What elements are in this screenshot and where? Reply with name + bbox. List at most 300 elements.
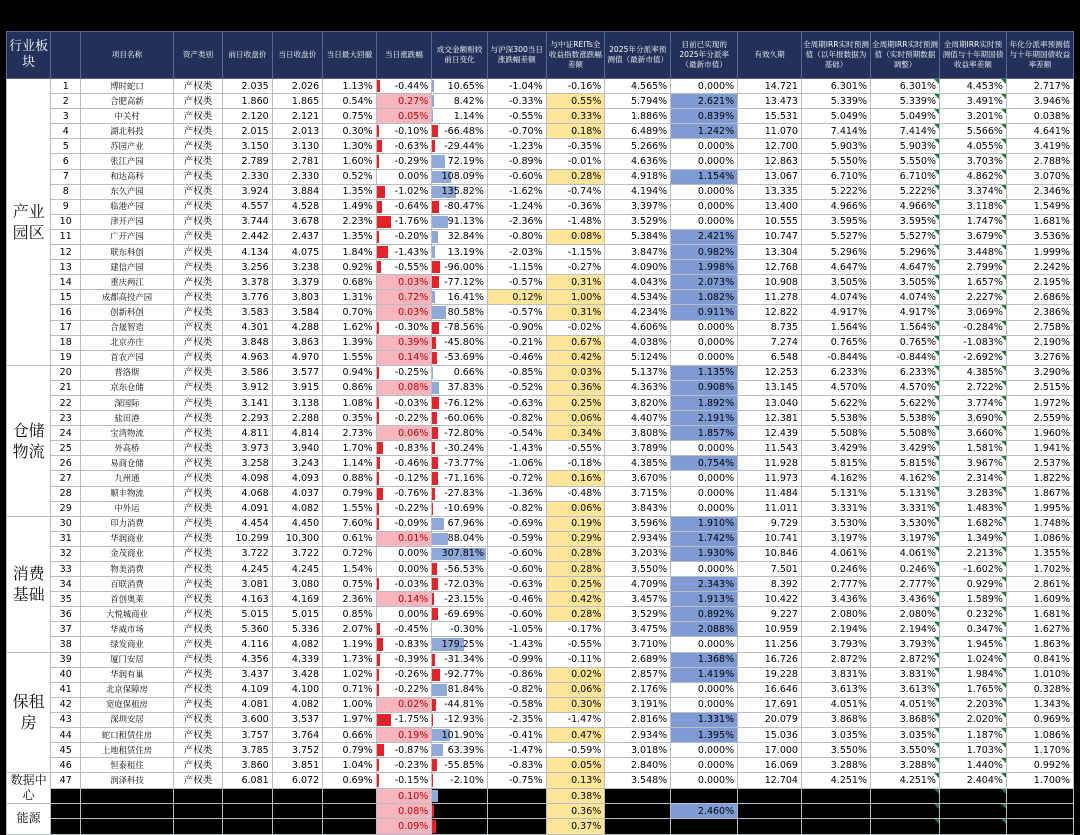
- project-name-cell: 湖北科投: [81, 124, 174, 139]
- header-change-pct[interactable]: 当日涨跌幅: [376, 32, 432, 79]
- close-cell: 2.437: [272, 229, 322, 244]
- dist-forecast-cell: 3.789%: [605, 441, 671, 456]
- dist-forecast-cell: 2.689%: [605, 652, 671, 667]
- dist-forecast-cell: 3.715%: [605, 486, 671, 501]
- irr-annual-cell: 6.233%: [801, 365, 870, 380]
- duration-cell: 9.729: [738, 516, 802, 531]
- row-index-cell: 23: [51, 411, 81, 426]
- close-cell: 6.300: [272, 804, 322, 819]
- turnover-change-cell: [432, 229, 488, 244]
- irr-realtime-cell: 6.710%: [870, 169, 939, 184]
- irr-spread-cell: 4.055%: [939, 139, 1006, 154]
- change-pct-cell: [376, 788, 432, 804]
- irr-realtime-cell: 0.246%: [870, 562, 939, 577]
- change-neg-bar: [377, 623, 381, 635]
- change-pct-cell: [376, 380, 432, 395]
- change-pct-text: -0.87%: [395, 745, 429, 756]
- dist-spread-cell: 2.346%: [1006, 184, 1073, 199]
- dist-realized-cell: 0.000%: [671, 350, 738, 365]
- turnover-neg-bar: [432, 820, 435, 832]
- irr-realtime-cell: 5.815%: [870, 456, 939, 471]
- close-cell: 6.072: [272, 773, 322, 789]
- asset-class-cell: 产权类: [173, 441, 222, 456]
- prev-close-cell: 6.295: [223, 804, 272, 819]
- row-index-cell: 39: [51, 652, 81, 667]
- change-neg-bar: [377, 684, 379, 696]
- irr-spread-cell: 3.448%: [939, 245, 1006, 260]
- irr-annual-cell: 0.246%: [801, 562, 870, 577]
- change-pct-cell: [376, 124, 432, 139]
- row-index-cell: 34: [51, 577, 81, 592]
- table-row: [7, 607, 1074, 622]
- row-index-cell: 17: [51, 320, 81, 335]
- change-pct-cell: [376, 667, 432, 682]
- turnover-change-text: -41.53%: [444, 821, 484, 832]
- turnover-neg-bar: [432, 276, 438, 288]
- duration-cell: 7.274: [738, 335, 802, 350]
- change-pct-cell: [376, 245, 432, 260]
- irr-spread-cell: -1.602%: [939, 562, 1006, 577]
- turnover-change-cell: [432, 260, 488, 275]
- close-cell: 3.238: [272, 260, 322, 275]
- project-name-cell: 大悦城商业: [81, 607, 174, 622]
- dist-realized-cell: 1.742%: [671, 531, 738, 546]
- project-name-cell: 张江产园: [81, 154, 174, 169]
- turnover-change-text: 0.66%: [454, 367, 484, 378]
- dist-spread-cell: 1.627%: [1006, 622, 1073, 637]
- turnover-change-cell: [432, 546, 488, 561]
- project-name-cell: 首农产园: [81, 350, 174, 365]
- asset-class-cell: 产权类: [173, 154, 222, 169]
- irr-annual-cell: 4.051%: [801, 697, 870, 712]
- table-row: [7, 79, 1074, 94]
- turnover-change-cell: [432, 788, 488, 804]
- close-cell: 3.080: [272, 577, 322, 592]
- duration-cell: 12.439: [738, 426, 802, 441]
- irr-spread-cell: 4.453%: [939, 79, 1006, 94]
- header-irr-spread[interactable]: 全周期IRR实时预测值与十年期国债收益率差额: [939, 32, 1006, 79]
- header-close[interactable]: 当日收盘价: [272, 32, 322, 79]
- vs-hs300-cell: -0.54%: [487, 426, 546, 441]
- vs-hs300-cell: -1.23%: [487, 139, 546, 154]
- asset-class-cell: 产权类: [173, 169, 222, 184]
- irr-realtime-cell: 5.222%: [870, 184, 939, 199]
- turnover-pos-bar: [432, 790, 438, 803]
- irr-annual-cell: 5.815%: [801, 456, 870, 471]
- dist-spread-cell: 2.788%: [1006, 154, 1073, 169]
- duration-cell: 10.908: [738, 275, 802, 290]
- max-drawdown-cell: 1.55%: [323, 501, 377, 516]
- header-turnover-change[interactable]: 成交金额相较前日变化: [432, 32, 488, 79]
- header-project-name[interactable]: 项目名称: [81, 32, 174, 79]
- irr-annual-cell: 3.793%: [801, 637, 870, 652]
- change-pct-cell: [376, 592, 432, 607]
- irr-spread-cell: 3.690%: [939, 411, 1006, 426]
- row-index-cell: 18: [51, 335, 81, 350]
- change-pct-cell: [376, 275, 432, 290]
- dist-realized-cell: 0.000%: [671, 697, 738, 712]
- dist-realized-cell: 0.000%: [671, 637, 738, 652]
- change-pct-cell: [376, 637, 432, 652]
- dist-realized-cell: 0.000%: [671, 773, 738, 789]
- irr-spread-cell: 0.929%: [939, 577, 1006, 592]
- max-drawdown-cell: 0.52%: [323, 169, 377, 184]
- irr-spread-cell: 1.703%: [939, 743, 1006, 758]
- turnover-neg-bar: [432, 563, 437, 575]
- table-row: [7, 592, 1074, 607]
- irr-realtime-cell: 3.595%: [870, 214, 939, 229]
- turnover-change-cell: [432, 652, 488, 667]
- prev-close-cell: 3.860: [223, 758, 272, 773]
- max-drawdown-cell: 2.07%: [323, 622, 377, 637]
- irr-annual-cell: 2.872%: [801, 652, 870, 667]
- vs-hs300-cell: -1.15%: [487, 260, 546, 275]
- change-neg-bar: [377, 669, 379, 681]
- dist-realized-cell: 1.857%: [671, 426, 738, 441]
- turnover-change-cell: [432, 607, 488, 622]
- vs-hs300-cell: -0.60%: [487, 562, 546, 577]
- turnover-change-cell: [432, 411, 488, 426]
- duration-cell: 11.256: [738, 637, 802, 652]
- prev-close-cell: 4.356: [223, 652, 272, 667]
- irr-spread-cell: 1.984%: [939, 667, 1006, 682]
- turnover-pos-bar: [432, 155, 445, 167]
- dist-realized-cell: 0.911%: [671, 305, 738, 320]
- irr-annual-cell: 5.622%: [801, 395, 870, 410]
- irr-realtime-cell: 3.331%: [870, 501, 939, 516]
- duration-cell: 12.822: [738, 305, 802, 320]
- table-row: [7, 380, 1074, 395]
- irr-annual-cell: 3.429%: [801, 441, 870, 456]
- irr-spread-cell: 3.491%: [939, 94, 1006, 109]
- irr-annual-cell: 3.613%: [801, 682, 870, 697]
- row-index-cell: 30: [51, 516, 81, 531]
- dist-realized-cell: 0.000%: [671, 441, 738, 456]
- irr-spread-cell: 1.765%: [939, 682, 1006, 697]
- dist-forecast-cell: 3.843%: [605, 501, 671, 516]
- max-drawdown-cell: 0.52%: [323, 804, 377, 819]
- sector-label: 产业园区: [7, 79, 51, 366]
- prev-close-cell: 4.301: [223, 320, 272, 335]
- close-cell: 3.243: [272, 456, 322, 471]
- close-cell: 4.288: [272, 320, 322, 335]
- vs-reits-index-cell: -0.11%: [546, 652, 605, 667]
- project-name-cell: 和达高科: [81, 169, 174, 184]
- change-neg-bar: [377, 231, 379, 243]
- dist-spread-cell: 2.242%: [1006, 260, 1073, 275]
- reits-table-container: [6, 31, 1074, 788]
- dist-spread-cell: 3.290%: [1006, 365, 1073, 380]
- asset-class-cell: 产权类: [173, 411, 222, 426]
- dist-spread-cell: 1.700%: [1006, 773, 1073, 789]
- vs-reits-index-cell: 0.28%: [546, 169, 605, 184]
- change-neg-bar: [377, 367, 379, 379]
- header-prev-close[interactable]: 前日收盘价: [223, 32, 272, 79]
- dist-spread-cell: 1.086%: [1006, 728, 1073, 743]
- asset-class-cell: 产权类: [173, 697, 222, 712]
- change-pct-cell: [376, 577, 432, 592]
- change-neg-bar: [377, 472, 379, 484]
- turnover-pos-bar: [432, 533, 447, 545]
- row-index-cell: 2: [51, 94, 81, 109]
- turnover-change-text: -72.80%: [444, 428, 484, 439]
- duration-cell: 15.531: [738, 109, 802, 124]
- change-pct-text: 0.05%: [398, 111, 428, 122]
- irr-spread-cell: 1.349%: [939, 531, 1006, 546]
- turnover-pos-bar: [432, 80, 434, 92]
- change-neg-bar: [377, 322, 379, 334]
- change-pct-cell: [376, 728, 432, 743]
- vs-reits-index-cell: 0.28%: [546, 546, 605, 561]
- header-2025-dist-forecast[interactable]: 2025年分派率预测值（最新市值）: [605, 32, 671, 79]
- max-drawdown-cell: 2.73%: [323, 426, 377, 441]
- irr-spread-cell: 1.269%: [939, 804, 1006, 819]
- project-name-cell: 华润有巢: [81, 667, 174, 682]
- turnover-change-cell: [432, 275, 488, 290]
- prev-close-cell: 5.015: [223, 607, 272, 622]
- table-row: [7, 501, 1074, 516]
- vs-hs300-cell: -0.82%: [487, 501, 546, 516]
- table-row: [7, 531, 1074, 546]
- turnover-change-cell: [432, 804, 488, 819]
- sector-label: 仓储物流: [7, 365, 51, 516]
- change-pct-cell: [376, 395, 432, 410]
- dist-forecast-cell: 5.137%: [605, 365, 671, 380]
- turnover-change-cell: [432, 486, 488, 501]
- dist-forecast-cell: 5.266%: [605, 139, 671, 154]
- vs-hs300-cell: -0.58%: [487, 697, 546, 712]
- table-row: [7, 154, 1074, 169]
- irr-realtime-cell: 3.550%: [870, 743, 939, 758]
- prev-close-cell: 2.330: [223, 169, 272, 184]
- vs-hs300-cell: -0.50%: [487, 788, 546, 804]
- header-sector[interactable]: 行业板块: [7, 32, 51, 79]
- prev-close-cell: 2.293: [223, 411, 272, 426]
- turnover-change-text: -55.85%: [444, 760, 484, 771]
- prev-close-cell: 4.109: [223, 682, 272, 697]
- project-name-cell: 临港产园: [81, 199, 174, 214]
- asset-class-cell: 产权类: [173, 546, 222, 561]
- irr-spread-cell: 3.201%: [939, 109, 1006, 124]
- dist-forecast-cell: 3.596%: [605, 516, 671, 531]
- duration-cell: 12.863: [738, 154, 802, 169]
- change-neg-bar: [377, 774, 379, 787]
- turnover-change-cell: [432, 79, 488, 94]
- header-max-drawdown[interactable]: 当日最大回撤: [323, 32, 377, 79]
- dist-forecast-cell: 4.090%: [605, 260, 671, 275]
- vs-reits-index-cell: 0.37%: [546, 819, 605, 834]
- header-vs-reits-index[interactable]: 与中证REITs全收益指数涨跌幅差额: [546, 32, 605, 79]
- change-pct-text: -0.44%: [395, 81, 429, 92]
- header-vs-hs300[interactable]: 与沪深300当日涨跌幅差额: [487, 32, 546, 79]
- vs-hs300-cell: -2.36%: [487, 214, 546, 229]
- turnover-change-cell: [432, 245, 488, 260]
- max-drawdown-cell: 0.20%: [323, 819, 377, 834]
- irr-annual-cell: 7.414%: [801, 124, 870, 139]
- dist-spread-cell: 1.355%: [1006, 546, 1073, 561]
- asset-class-cell: 产权类: [173, 607, 222, 622]
- vs-reits-index-cell: 0.06%: [546, 501, 605, 516]
- turnover-change-cell: [432, 365, 488, 380]
- dist-forecast-cell: 2.176%: [605, 682, 671, 697]
- dist-realized-cell: 1.395%: [671, 728, 738, 743]
- change-neg-bar: [377, 125, 379, 137]
- irr-annual-cell: 3.595%: [801, 214, 870, 229]
- max-drawdown-cell: 1.55%: [323, 350, 377, 365]
- header-2025-dist-realized[interactable]: 目前已实现的2025年分派率（最新市值）: [671, 32, 738, 79]
- project-name-cell: 百联消费: [81, 577, 174, 592]
- vs-reits-index-cell: 0.33%: [546, 109, 605, 124]
- prev-close-cell: 5.360: [223, 622, 272, 637]
- change-pct-text: 0.00%: [398, 548, 428, 559]
- irr-annual-cell: -0.844%: [801, 350, 870, 365]
- turnover-change-cell: [432, 728, 488, 743]
- vs-hs300-cell: -0.60%: [487, 607, 546, 622]
- irr-spread-cell: 2.203%: [939, 697, 1006, 712]
- change-pct-cell: [376, 305, 432, 320]
- dist-realized-cell: 0.000%: [671, 758, 738, 773]
- irr-spread-cell: 2.314%: [939, 471, 1006, 486]
- dist-spread-cell: 1.343%: [1006, 697, 1073, 712]
- row-index-cell: 25: [51, 441, 81, 456]
- header-duration[interactable]: 有效久期: [738, 32, 802, 79]
- turnover-change-cell: [432, 441, 488, 456]
- dist-forecast-cell: 4.964%: [605, 804, 671, 819]
- vs-hs300-cell: -0.99%: [487, 652, 546, 667]
- duration-cell: 14.721: [738, 79, 802, 94]
- max-drawdown-cell: 0.72%: [323, 546, 377, 561]
- table-row: [7, 411, 1074, 426]
- irr-realtime-cell: 6.301%: [870, 79, 939, 94]
- turnover-neg-bar: [432, 608, 438, 620]
- max-drawdown-cell: 0.75%: [323, 109, 377, 124]
- vs-hs300-cell: -0.57%: [487, 305, 546, 320]
- irr-annual-cell: 6.301%: [801, 79, 870, 94]
- dist-forecast-cell: 3.820%: [605, 395, 671, 410]
- header-asset-class[interactable]: 资产类别: [173, 32, 222, 79]
- asset-class-cell: 产权类: [173, 758, 222, 773]
- irr-spread-cell: -2.692%: [939, 350, 1006, 365]
- change-pct-text: 0.08%: [398, 382, 428, 393]
- change-pct-text: -0.46%: [395, 458, 429, 469]
- vs-hs300-cell: -0.59%: [487, 531, 546, 546]
- change-pct-cell: [376, 365, 432, 380]
- duration-cell: 10.741: [738, 531, 802, 546]
- asset-class-cell: 产权类: [173, 260, 222, 275]
- turnover-change-text: 101.90%: [442, 730, 484, 741]
- close-cell: 4.245: [272, 562, 322, 577]
- turnover-pos-bar: [432, 231, 438, 243]
- change-pct-cell: [376, 773, 432, 789]
- project-name-cell: 普洛斯: [81, 365, 174, 380]
- irr-annual-cell: 3.505%: [801, 275, 870, 290]
- max-drawdown-cell: 0.35%: [323, 411, 377, 426]
- row-index-cell: 13: [51, 260, 81, 275]
- change-pct-cell: [376, 743, 432, 758]
- close-cell: 3.764: [272, 728, 322, 743]
- turnover-change-text: 63.39%: [448, 745, 484, 756]
- irr-spread-cell: 1.483%: [939, 501, 1006, 516]
- dist-forecast-cell: 2.934%: [605, 531, 671, 546]
- dist-spread-cell: 1.549%: [1006, 199, 1073, 214]
- close-cell: 4.814: [272, 426, 322, 441]
- dist-forecast-cell: 2.857%: [605, 667, 671, 682]
- row-index-cell: 10: [51, 214, 81, 229]
- irr-realtime-cell: 5.622%: [870, 395, 939, 410]
- change-pct-cell: [376, 758, 432, 773]
- row-index-cell: 3: [51, 109, 81, 124]
- vs-hs300-cell: -0.85%: [487, 365, 546, 380]
- irr-annual-cell: 3.035%: [801, 728, 870, 743]
- project-name-cell: 中外运: [81, 501, 174, 516]
- dist-spread-cell: 2.537%: [1006, 456, 1073, 471]
- turnover-change-text: 88.04%: [448, 533, 484, 544]
- max-drawdown-cell: 1.60%: [323, 154, 377, 169]
- change-pct-cell: [376, 456, 432, 471]
- row-index-cell: 5: [51, 139, 81, 154]
- vs-reits-index-cell: 0.16%: [546, 471, 605, 486]
- change-pct-cell: [376, 229, 432, 244]
- irr-spread-cell: 1.614%: [939, 788, 1006, 804]
- max-drawdown-cell: 1.08%: [323, 395, 377, 410]
- dist-realized-cell: 0.000%: [671, 154, 738, 169]
- turnover-pos-bar: [432, 291, 435, 303]
- irr-annual-cell: 3.550%: [801, 743, 870, 758]
- header-irr-realtime[interactable]: 全周期IRR实时预测值（实时预期数据调整）: [870, 32, 939, 79]
- row-index-cell: 27: [51, 471, 81, 486]
- vs-reits-index-cell: 0.18%: [546, 124, 605, 139]
- turnover-change-cell: [432, 562, 488, 577]
- dist-realized-cell: 1.368%: [671, 652, 738, 667]
- prev-close-cell: 3.776: [223, 290, 272, 305]
- irr-realtime-cell: 6.051%: [870, 804, 939, 819]
- vs-reits-index-cell: 0.47%: [546, 728, 605, 743]
- turnover-change-text: -60.06%: [444, 413, 484, 424]
- max-drawdown-cell: 1.35%: [323, 229, 377, 244]
- turnover-change-text: 72.19%: [448, 156, 484, 167]
- turnover-neg-bar: [432, 457, 438, 469]
- dist-forecast-cell: 2.934%: [605, 728, 671, 743]
- irr-annual-cell: 3.831%: [801, 667, 870, 682]
- dist-spread-cell: 4.641%: [1006, 124, 1073, 139]
- irr-spread-cell: 1.747%: [939, 214, 1006, 229]
- header-dist-spread[interactable]: 年化分派率预测值与十年期国债收益率差额: [1006, 32, 1073, 79]
- change-pct-cell: [376, 290, 432, 305]
- change-pct-text: 0.39%: [398, 337, 428, 348]
- prev-close-cell: 6.081: [223, 773, 272, 789]
- vs-hs300-cell: -0.46%: [487, 350, 546, 365]
- max-drawdown-cell: 1.70%: [323, 441, 377, 456]
- duration-cell: 20.079: [738, 712, 802, 727]
- change-pct-text: 0.14%: [398, 352, 428, 363]
- irr-annual-cell: 4.570%: [801, 380, 870, 395]
- close-cell: 4.093: [272, 471, 322, 486]
- header-irr-annual[interactable]: 全周期IRR实时预测值（以年报数据为基础）: [801, 32, 870, 79]
- row-index-cell: 21: [51, 380, 81, 395]
- dist-realized-cell: 0.000%: [671, 335, 738, 350]
- dist-realized-cell: 1.419%: [671, 667, 738, 682]
- change-pct-cell: [376, 139, 432, 154]
- duration-cell: 11.973: [738, 471, 802, 486]
- vs-hs300-cell: 0.12%: [487, 290, 546, 305]
- close-cell: 4.604: [272, 819, 322, 834]
- turnover-change-text: -30.24%: [444, 443, 484, 454]
- prev-close-cell: 4.091: [223, 501, 272, 516]
- vs-hs300-cell: -0.63%: [487, 577, 546, 592]
- turnover-neg-bar: [432, 593, 434, 605]
- turnover-change-text: -10.69%: [444, 503, 484, 514]
- turnover-change-text: 37.83%: [448, 382, 484, 393]
